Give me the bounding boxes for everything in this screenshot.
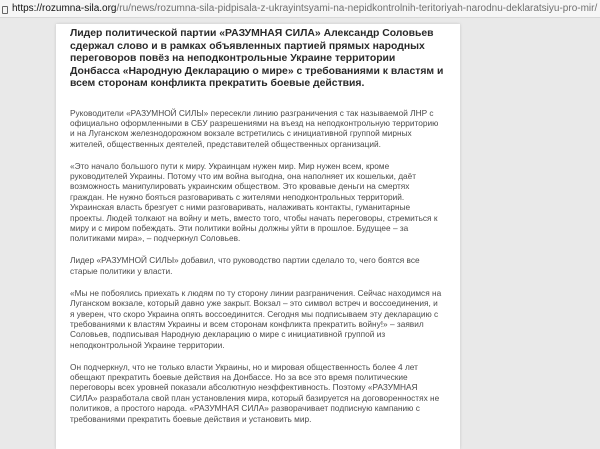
lock-icon [2,6,8,14]
article-page [56,24,460,449]
paragraph: «Мы не побоялись приехать к людям по ту сторону линии разграничения. Сейчас находимся на Луганском вокзале, который давно уже закрыт. Вокзал – это символ встреч и воссоединения, и я уверен, что скоро Украина опять воссоединится. Сегодня мы подписываем эту декларацию с требованиями к властям Украины и всем сторонам конфликта прекратить войну!» – заявил Соловьев, подписывая Народную декларацию о мире с инициативной группой из неподконтрольной Украине территории. [70,287,442,350]
url-path: /ru/news/rozumna-sila-pidpisala-z-ukrayintsyami-na-nepidkontrolnih-teritoriyah-narodnu-deklaratsiyu-pro-mir/ [116,3,598,14]
paragraph: Руководители «РАЗУМНОЙ СИЛЫ» пересекли линию разграничения с так называемой ЛНР с официально оформленными в СБУ разрешениями на въезд на неподконтрольную территорию и на Луганском железнодорожном вокзале встретились с инициативной группой мирных жителей, общественных деятелей, представителей общественных организаций. [70,107,439,149]
article-body [70,28,444,424]
paragraph: «Это начало большого пути к миру. Украинцам нужен мир. Мир нужен всем, кроме руководителей Украины. Потому что им война выгодна, она наполняет их кошельки, даёт возможность манипулировать украинским обществом. Это кровавые деньги на смертях граждан. Не нужно бояться разговаривать с жителями неподконтрольных территорий. Украинская власть брезгует с ними разговаривать, налаживать контакты, гуманитарные проекты. Людей толкают на войну и меть, вместо того, чтобы начать переговоры, стремиться к миру и с миром побеждать. Эти политики войны должны уйти в прошлое. Будущее – за политиками мира», – подчеркнул Соловьев. [70,160,438,244]
article-lead: Лидер политической партии «РАЗУМНАЯ СИЛА» Александр Соловьев сдержал слово и в рамках объявленных партией прямых народных переговоров повёз на неподконтрольные Украине территории Донбасса «Народную Декларацию о мире» с требованиями к властям и всем сторонам конфликта прекратить боевые действия. [70,28,444,89]
paragraph: Лидер «РАЗУМНОЙ СИЛЫ» добавил, что руководство партии сделало то, чего боятся все старые политики у власти. [70,255,420,276]
address-bar[interactable] [0,0,600,18]
paragraph: Он подчеркнул, что не только власти Украины, но и мировая общественность более 4 лет обещают прекратить боевые действия на Донбассе. Но за все это время политические переговоры всех уровней показали абсолютную неэффективность. Поэтому «РАЗУМНАЯ СИЛА» разработала свой план установления мира, который базируется на договоренностях не политиков, а простого народа. «РАЗУМНАЯ СИЛА» разворачивает подписную кампанию с требованиями прекратить боевые действия и установить мир. [70,361,440,424]
url-domain: https://rozumna-sila.org [12,3,117,14]
